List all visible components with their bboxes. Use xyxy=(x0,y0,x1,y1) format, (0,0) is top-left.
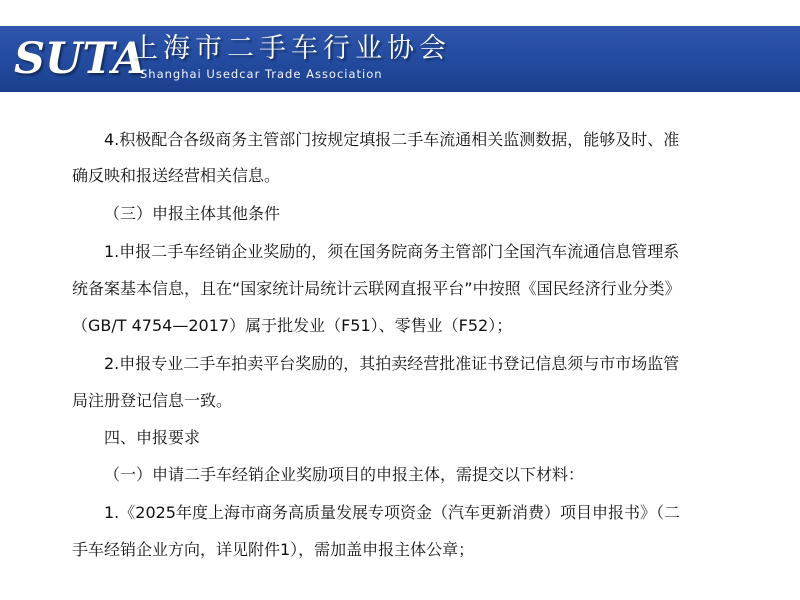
paragraph-line: 1.申报二手车经销企业奖励的，须在国务院商务主管部门全国汽车流通信息管理系 xyxy=(104,242,680,261)
document-body xyxy=(0,92,800,600)
paragraph-line: 确反映和报送经营相关信息。 xyxy=(72,166,281,185)
section-heading: （三）申报主体其他条件 xyxy=(104,204,281,223)
paragraph-line: 1.《2025年度上海市商务高质量发展专项资金（汽车更新消费）项目申报书》（二 xyxy=(104,503,680,522)
section-heading: （一）申请二手车经销企业奖励项目的申报主体，需提交以下材料： xyxy=(104,465,585,484)
paragraph-line: 2.申报专业二手车拍卖平台奖励的，其拍卖经营批准证书登记信息须与市市场监管 xyxy=(104,354,680,373)
section-heading: 四、申报要求 xyxy=(104,428,201,447)
paragraph-line: 手车经销企业方向，详见附件1），需加盖申报主体公章； xyxy=(72,540,475,559)
paragraph-line: 局注册登记信息一致。 xyxy=(72,391,233,410)
paragraph-line: 统备案基本信息，且在“国家统计局统计云联网直报平台”中按照《国民经济行业分类》 xyxy=(72,279,681,298)
header-banner xyxy=(0,26,800,92)
paragraph-line: （GB/T 4754—2017）属于批发业（F51）、零售业（F52）； xyxy=(72,316,513,335)
org-name-en: Shanghai Usedcar Trade Association xyxy=(140,67,383,81)
paragraph-line: 4.积极配合各级商务主管部门按规定填报二手车流通相关监测数据，能够及时、准 xyxy=(104,130,680,149)
suta-logo: SUTA xyxy=(14,34,146,84)
top-strip xyxy=(0,0,800,26)
org-name-cn: 上海市二手车行业协会 xyxy=(131,33,451,64)
